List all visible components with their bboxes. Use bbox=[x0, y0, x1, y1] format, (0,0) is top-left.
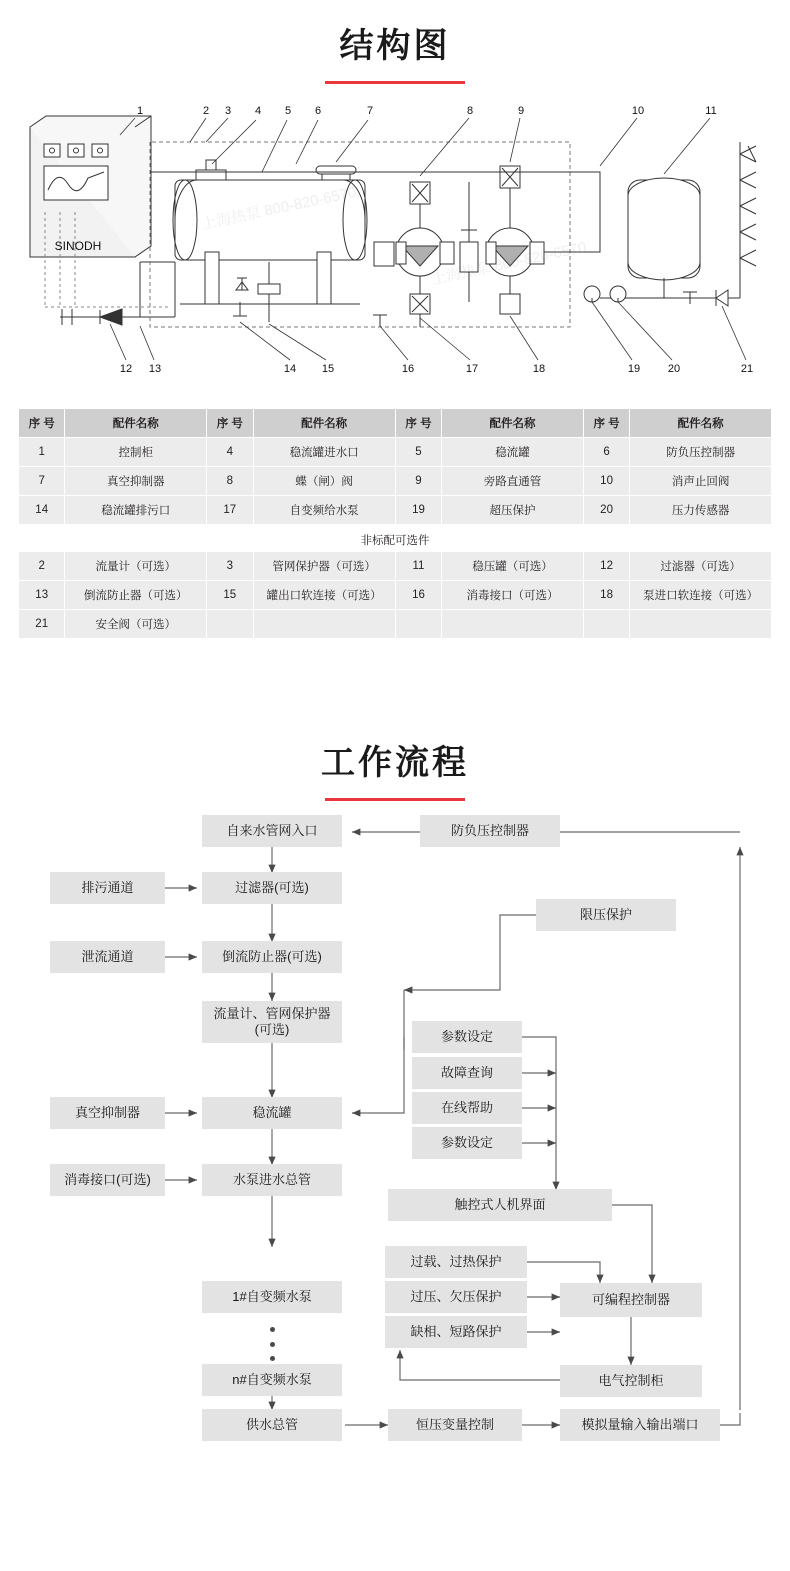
cell-blank bbox=[583, 610, 629, 639]
cell-name: 控制柜 bbox=[65, 438, 207, 467]
cell-name: 稳压罐（可选） bbox=[442, 552, 584, 581]
svg-text:8: 8 bbox=[466, 105, 474, 117]
cell-blank bbox=[630, 610, 772, 639]
cell-name: 流量计（可选） bbox=[65, 552, 207, 581]
flow-node-fault-query[interactable]: 故障查询 bbox=[412, 1057, 522, 1089]
cell-blank bbox=[395, 610, 441, 639]
flow-node-electrical-cabinet[interactable]: 电气控制柜 bbox=[560, 1365, 702, 1397]
table-row bbox=[19, 581, 772, 610]
cell-name: 过滤器（可选） bbox=[630, 552, 772, 581]
pump-series-ellipsis bbox=[270, 1327, 275, 1361]
svg-text:4: 4 bbox=[254, 105, 262, 117]
title-underline-structure bbox=[325, 81, 465, 84]
flow-node-disinfect-port[interactable]: 消毒接口(可选) bbox=[50, 1164, 165, 1196]
cell-num: 17 bbox=[207, 496, 253, 525]
cell-name: 压力传感器 bbox=[630, 496, 772, 525]
flow-node-param-set-1[interactable]: 参数设定 bbox=[412, 1021, 522, 1053]
cell-name: 稳流罐 bbox=[442, 438, 584, 467]
cell-num: 9 bbox=[395, 467, 441, 496]
flow-node-stabilizer-tank[interactable]: 稳流罐 bbox=[202, 1097, 342, 1129]
cell-num: 6 bbox=[583, 438, 629, 467]
flow-node-filter[interactable]: 过滤器(可选) bbox=[202, 872, 342, 904]
svg-text:9: 9 bbox=[517, 105, 525, 117]
structure-diagram bbox=[0, 102, 790, 402]
flow-node-analog-io[interactable]: 模拟量输入输出端口 bbox=[560, 1409, 720, 1441]
table-header-row bbox=[19, 409, 772, 438]
cell-num: 12 bbox=[583, 552, 629, 581]
flow-node-phase-loss-protect[interactable]: 缺相、短路保护 bbox=[385, 1316, 527, 1348]
flow-node-flowmeter[interactable]: 流量计、管网保护器(可选) bbox=[202, 1001, 342, 1043]
flow-section-header bbox=[0, 735, 790, 801]
svg-text:2: 2 bbox=[202, 105, 210, 117]
cell-num: 14 bbox=[19, 496, 65, 525]
watermark-2: 上海热泵 bbox=[430, 259, 493, 289]
svg-text:17: 17 bbox=[465, 363, 479, 375]
cell-num: 7 bbox=[19, 467, 65, 496]
parts-table-section bbox=[0, 408, 790, 639]
optional-heading: 非标配可选件 bbox=[19, 525, 772, 552]
cell-num: 5 bbox=[395, 438, 441, 467]
cell-blank bbox=[442, 610, 584, 639]
cell-name: 稳流罐进水口 bbox=[253, 438, 395, 467]
page-title-flow: 工作流程 bbox=[321, 744, 469, 782]
svg-text:20: 20 bbox=[667, 363, 681, 375]
flow-node-hmi[interactable]: 触控式人机界面 bbox=[388, 1189, 612, 1221]
svg-text:16: 16 bbox=[401, 363, 415, 375]
cell-blank bbox=[207, 610, 253, 639]
cell-num: 11 bbox=[395, 552, 441, 581]
cell-num: 15 bbox=[207, 581, 253, 610]
th-name-4: 配件名称 bbox=[630, 409, 772, 438]
svg-text:19: 19 bbox=[627, 363, 641, 375]
flow-node-param-set-2[interactable]: 参数设定 bbox=[412, 1127, 522, 1159]
cell-num: 4 bbox=[207, 438, 253, 467]
th-name-2: 配件名称 bbox=[253, 409, 395, 438]
svg-text:7: 7 bbox=[366, 105, 374, 117]
structure-section bbox=[0, 0, 790, 84]
svg-text:21: 21 bbox=[740, 363, 754, 375]
svg-text:5: 5 bbox=[284, 105, 292, 117]
flow-node-relief-channel[interactable]: 泄流通道 bbox=[50, 941, 165, 973]
cell-blank bbox=[253, 610, 395, 639]
cell-name: 超压保护 bbox=[442, 496, 584, 525]
flow-node-drain-channel[interactable]: 排污通道 bbox=[50, 872, 165, 904]
svg-text:13: 13 bbox=[148, 363, 162, 375]
flow-node-online-help[interactable]: 在线帮助 bbox=[412, 1092, 522, 1124]
table-row bbox=[19, 496, 772, 525]
flow-node-pump-inlet-main[interactable]: 水泵进水总管 bbox=[202, 1164, 342, 1196]
flow-node-water-inlet[interactable]: 自来水管网入口 bbox=[202, 815, 342, 847]
svg-text:11: 11 bbox=[705, 105, 717, 117]
cell-name: 旁路直通管 bbox=[442, 467, 584, 496]
table-row bbox=[19, 438, 772, 467]
optional-heading-row bbox=[19, 525, 772, 552]
cell-name: 蝶（闸）阀 bbox=[253, 467, 395, 496]
title-underline-flow bbox=[325, 798, 465, 801]
flow-node-backflow-preventer[interactable]: 倒流防止器(可选) bbox=[202, 941, 342, 973]
cell-name: 罐出口软连接（可选） bbox=[253, 581, 395, 610]
cell-num: 19 bbox=[395, 496, 441, 525]
cell-num: 2 bbox=[19, 552, 65, 581]
th-name-1: 配件名称 bbox=[65, 409, 207, 438]
control-cabinet-label: SINODH bbox=[54, 239, 102, 253]
cell-name: 稳流罐排污口 bbox=[65, 496, 207, 525]
cell-name: 倒流防止器（可选） bbox=[65, 581, 207, 610]
flow-node-pressure-limit[interactable]: 限压保护 bbox=[536, 899, 676, 931]
cell-num: 20 bbox=[583, 496, 629, 525]
flow-node-vacuum-suppressor[interactable]: 真空抑制器 bbox=[50, 1097, 165, 1129]
flow-node-overvoltage-protect[interactable]: 过压、欠压保护 bbox=[385, 1281, 527, 1313]
svg-text:6: 6 bbox=[314, 105, 322, 117]
flow-chart bbox=[0, 805, 790, 1465]
parts-table bbox=[18, 408, 772, 639]
flow-node-overload-protect[interactable]: 过载、过热保护 bbox=[385, 1246, 527, 1278]
cell-num: 13 bbox=[19, 581, 65, 610]
svg-text:3: 3 bbox=[224, 105, 232, 117]
cell-name: 安全阀（可选） bbox=[65, 610, 207, 639]
flow-node-pump-n[interactable]: n#自变频水泵 bbox=[202, 1364, 342, 1396]
cell-num: 1 bbox=[19, 438, 65, 467]
table-row bbox=[19, 552, 772, 581]
flow-node-supply-main[interactable]: 供水总管 bbox=[202, 1409, 342, 1441]
cell-name: 防负压控制器 bbox=[630, 438, 772, 467]
cell-num: 10 bbox=[583, 467, 629, 496]
flow-node-plc[interactable]: 可编程控制器 bbox=[560, 1283, 702, 1317]
cell-num: 18 bbox=[583, 581, 629, 610]
th-name-3: 配件名称 bbox=[442, 409, 584, 438]
cell-name: 管网保护器（可选） bbox=[253, 552, 395, 581]
th-num-3: 序 号 bbox=[395, 409, 441, 438]
cell-num: 21 bbox=[19, 610, 65, 639]
th-num-2: 序 号 bbox=[207, 409, 253, 438]
cell-name: 泵进口软连接（可选） bbox=[630, 581, 772, 610]
flow-node-constant-pressure[interactable]: 恒压变量控制 bbox=[388, 1409, 522, 1441]
svg-text:14: 14 bbox=[283, 363, 297, 375]
svg-text:1: 1 bbox=[136, 105, 144, 117]
table-row bbox=[19, 610, 772, 639]
svg-text:10: 10 bbox=[631, 105, 645, 117]
svg-text:18: 18 bbox=[532, 363, 546, 375]
th-num-1: 序 号 bbox=[19, 409, 65, 438]
cell-num: 3 bbox=[207, 552, 253, 581]
svg-text:12: 12 bbox=[119, 363, 133, 375]
cell-name: 消毒接口（可选） bbox=[442, 581, 584, 610]
page-title-structure: 结构图 bbox=[339, 27, 451, 65]
cell-name: 真空抑制器 bbox=[65, 467, 207, 496]
flow-node-anti-neg-pressure[interactable]: 防负压控制器 bbox=[420, 815, 560, 847]
cell-name: 消声止回阀 bbox=[630, 467, 772, 496]
cell-num: 8 bbox=[207, 467, 253, 496]
cell-num: 16 bbox=[395, 581, 441, 610]
th-num-4: 序 号 bbox=[583, 409, 629, 438]
cell-name: 自变频给水泵 bbox=[253, 496, 395, 525]
table-row bbox=[19, 467, 772, 496]
flow-node-pump-1[interactable]: 1#自变频水泵 bbox=[202, 1281, 342, 1313]
svg-text:15: 15 bbox=[321, 363, 335, 375]
